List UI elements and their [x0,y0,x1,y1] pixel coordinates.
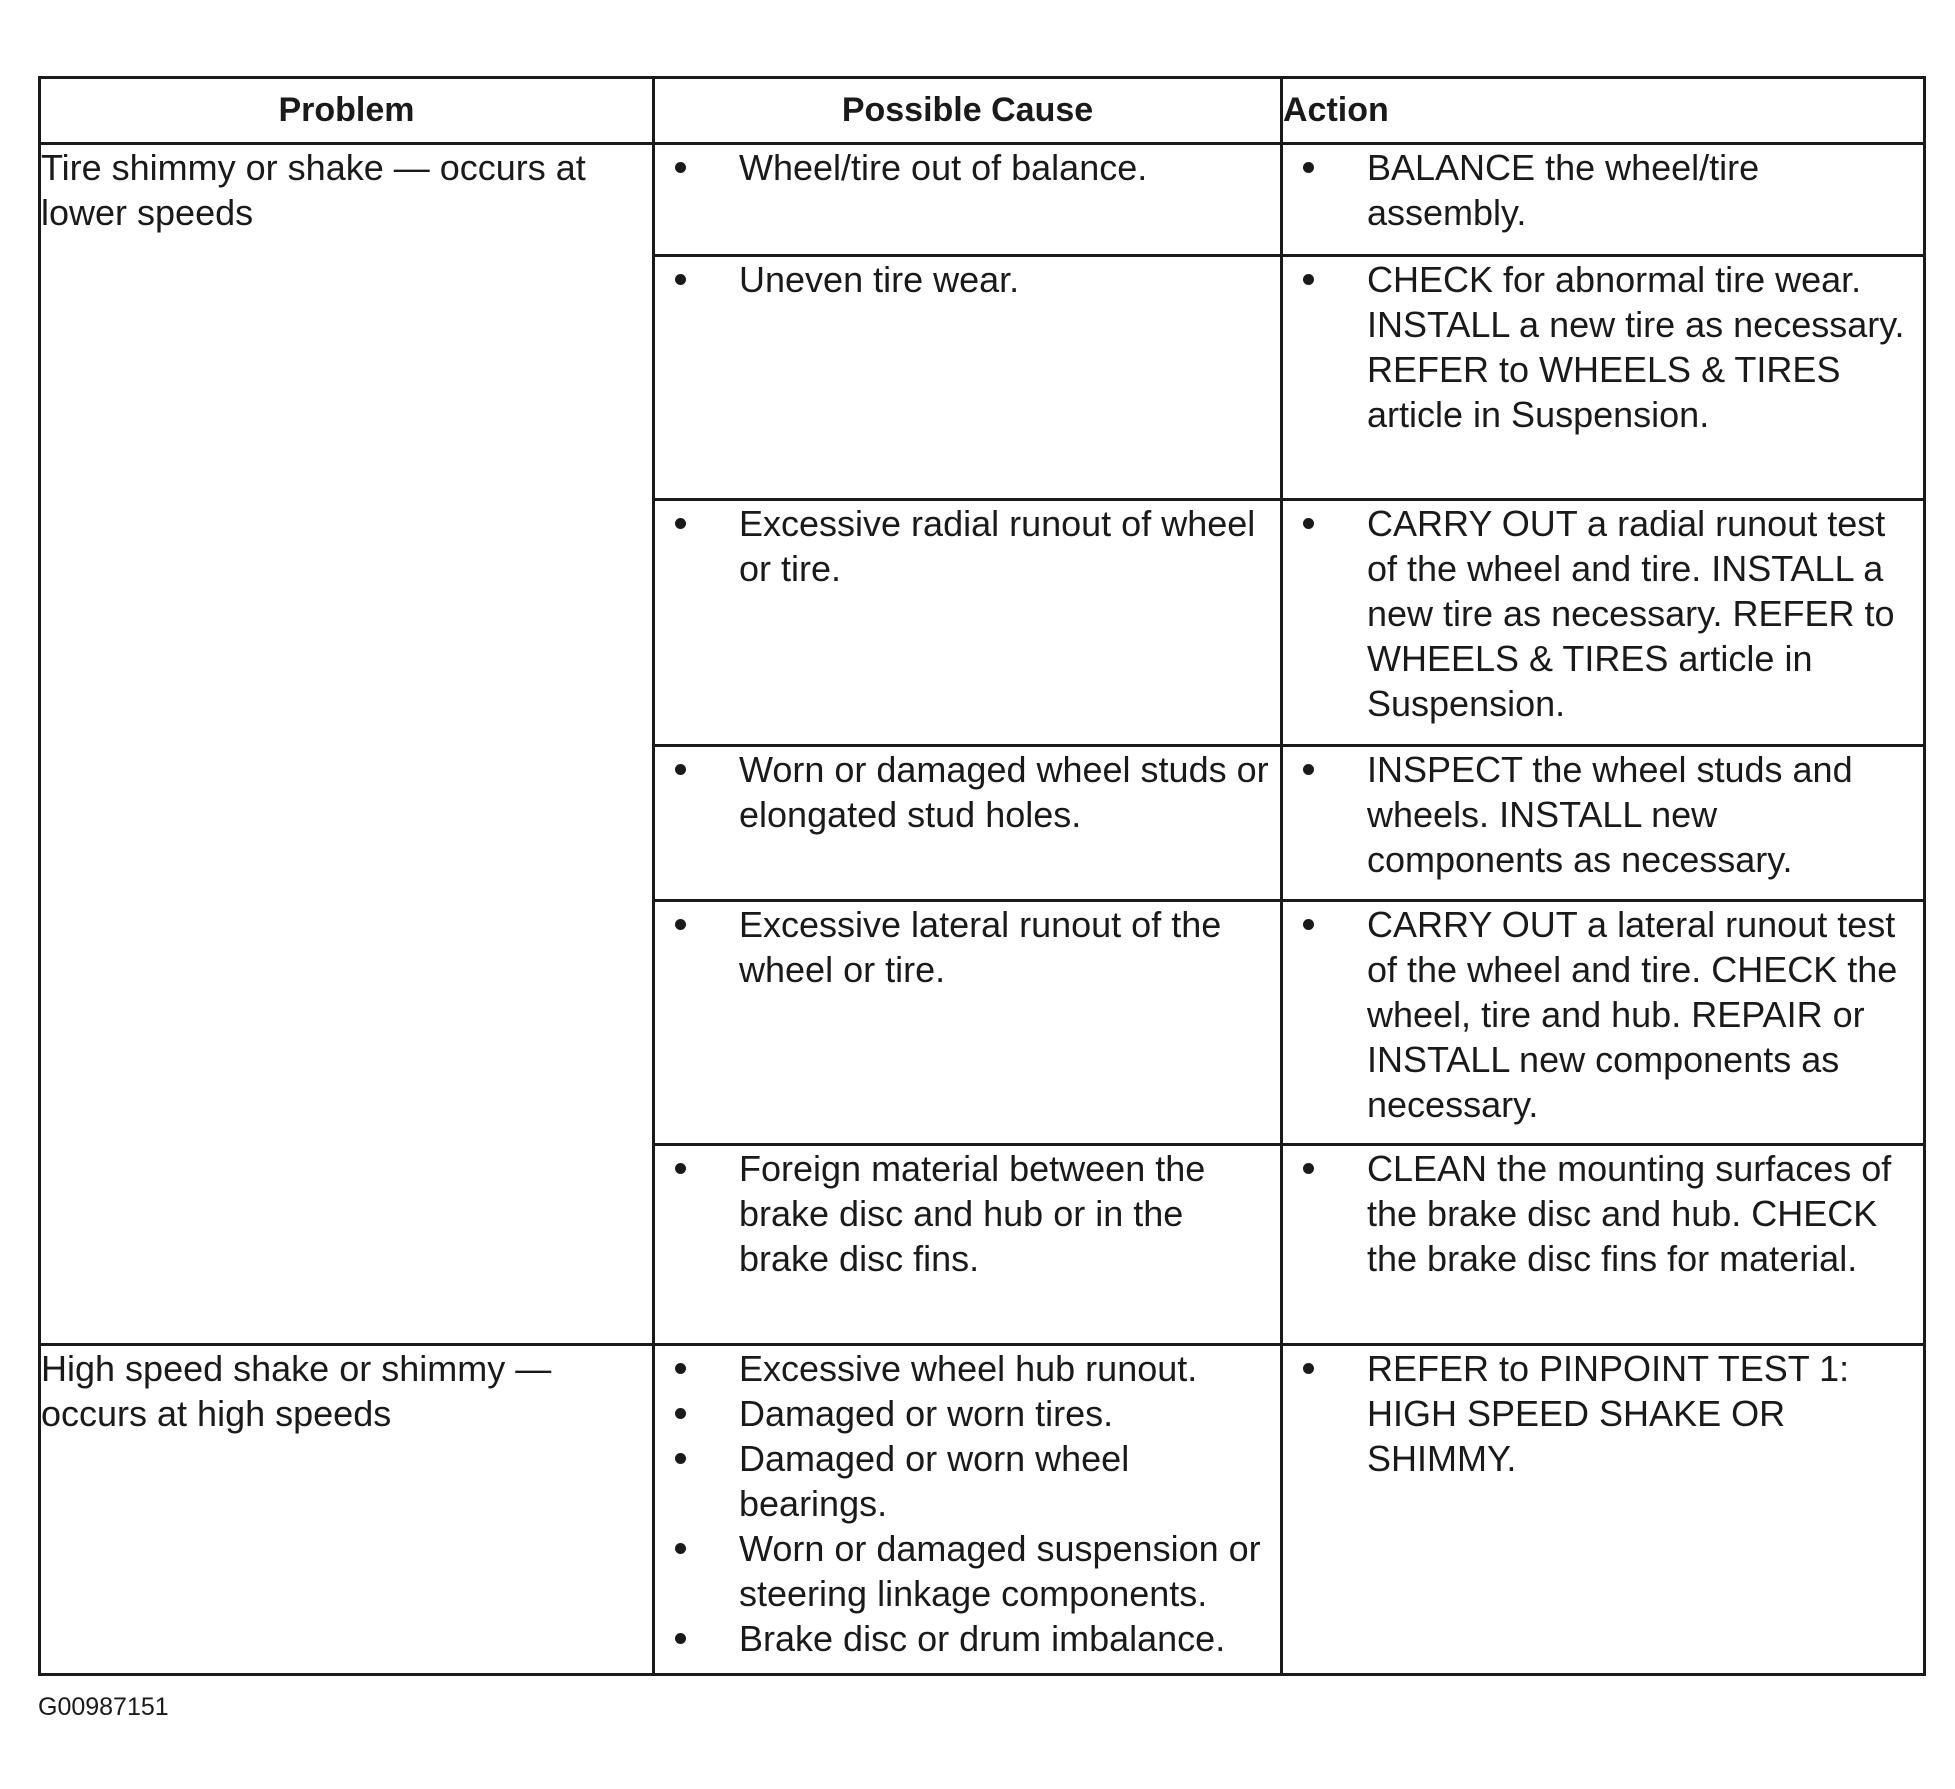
action-cell [1282,1345,1925,1675]
cause-cell [654,901,1282,1145]
action-cell [1282,901,1925,1145]
cause-item: Wheel/tire out of balance. [655,145,1280,190]
cause-cell [654,500,1282,746]
header-row [40,78,1925,144]
problem-cell [40,144,654,1345]
action-cell [1282,256,1925,500]
cause-cell [654,746,1282,901]
header-action: Action [1282,78,1925,144]
cause-item: Excessive wheel hub runout. [655,1346,1280,1391]
diagnosis-table [38,76,1926,1676]
cause-item: Brake disc or drum imbalance. [655,1616,1280,1661]
cause-item: Uneven tire wear. [655,257,1280,302]
action-cell [1282,1145,1925,1345]
cause-item: Damaged or worn wheel bearings. [655,1436,1280,1526]
action-item: CHECK for abnormal tire wear. INSTALL a new tire as necessary. REFER to WHEELS & TIRES article in Suspension. [1283,257,1923,437]
action-cell [1282,144,1925,256]
cause-cell [654,256,1282,500]
action-item: CLEAN the mounting surfaces of the brake disc and hub. CHECK the brake disc fins for material. [1283,1146,1923,1281]
cause-item: Worn or damaged wheel studs or elongated stud holes. [655,747,1280,837]
cause-item: Worn or damaged suspension or steering linkage components. [655,1526,1280,1616]
cause-cell [654,1345,1282,1675]
header-problem: Problem [40,78,654,144]
table-row [40,144,1925,256]
action-item: BALANCE the wheel/tire assembly. [1283,145,1923,235]
action-cell [1282,746,1925,901]
header-possible-cause: Possible Cause [654,78,1282,144]
action-item: CARRY OUT a lateral runout test of the wheel and tire. CHECK the wheel, tire and hub. REPAIR or INSTALL new components as necessary. [1283,902,1923,1127]
problem-text: High speed shake or shimmy — occurs at high speeds [41,1348,552,1434]
cause-cell [654,1145,1282,1345]
cause-item: Excessive lateral runout of the wheel or tire. [655,902,1280,992]
action-item: REFER to PINPOINT TEST 1: HIGH SPEED SHAKE OR SHIMMY. [1283,1346,1923,1481]
cause-cell [654,144,1282,256]
figure-id: G00987151 [38,1693,169,1721]
action-item: CARRY OUT a radial runout test of the wheel and tire. INSTALL a new tire as necessary. REFER to WHEELS & TIRES article in Suspension. [1283,501,1923,726]
action-item: INSPECT the wheel studs and wheels. INSTALL new components as necessary. [1283,747,1923,882]
problem-cell [40,1345,654,1675]
cause-item: Damaged or worn tires. [655,1391,1280,1436]
cause-item: Excessive radial runout of wheel or tire. [655,501,1280,591]
table-row [40,1345,1925,1675]
cause-item: Foreign material between the brake disc and hub or in the brake disc fins. [655,1146,1280,1281]
action-cell [1282,500,1925,746]
problem-text: Tire shimmy or shake — occurs at lower speeds [41,147,586,233]
